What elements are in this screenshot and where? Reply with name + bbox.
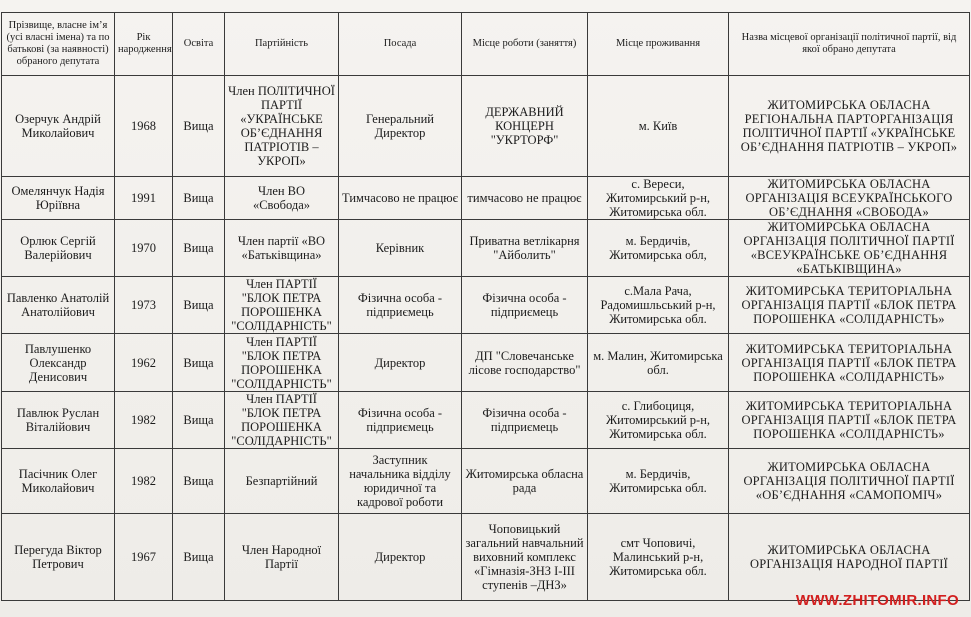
header-position: Посада	[339, 13, 462, 76]
cell-workplace: тимчасово не працює	[462, 177, 588, 220]
cell-party: Член партії «ВО «Батьківщина»	[225, 220, 339, 277]
cell-party: Член ВО «Свобода»	[225, 177, 339, 220]
cell-position: Тимчасово не працює	[339, 177, 462, 220]
cell-education: Вища	[173, 392, 225, 449]
cell-organization: ЖИТОМИРСЬКА ОБЛАСНА ОРГАНІЗАЦІЯ ВСЕУКРАЇНСЬКОГО ОБ’ЄДНАННЯ «СВОБОДА»	[729, 177, 970, 220]
cell-workplace: Приватна ветлікарня "Айболить"	[462, 220, 588, 277]
header-year: Рік народження	[115, 13, 173, 76]
cell-organization: ЖИТОМИРСЬКА ОБЛАСНА ОРГАНІЗАЦІЯ НАРОДНОЇ ПАРТІЇ	[729, 514, 970, 601]
cell-year: 1982	[115, 449, 173, 514]
table-row	[2, 220, 970, 277]
cell-residence: смт Чоповичі, Малинський р-н, Житомирська обл.	[588, 514, 729, 601]
cell-education: Вища	[173, 334, 225, 392]
cell-residence: с. Вереси, Житомирський р-н, Житомирська обл.	[588, 177, 729, 220]
cell-organization: ЖИТОМИРСЬКА ТЕРИТОРІАЛЬНА ОРГАНІЗАЦІЯ ПАРТІЇ «БЛОК ПЕТРА ПОРОШЕНКА «СОЛІДАРНІСТЬ»	[729, 277, 970, 334]
cell-year: 1982	[115, 392, 173, 449]
cell-residence: м. Бердичів, Житомирська обл,	[588, 220, 729, 277]
cell-position: Керівник	[339, 220, 462, 277]
cell-residence: с.Мала Рача, Радомишльський р-н, Житомирська обл.	[588, 277, 729, 334]
cell-name: Омелянчук Надія Юріївна	[2, 177, 115, 220]
table-row	[2, 514, 970, 601]
cell-organization: ЖИТОМИРСЬКА ОБЛАСНА ОРГАНІЗАЦІЯ ПОЛІТИЧНОЇ ПАРТІЇ «ОБ’ЄДНАННЯ «САМОПОМІЧ»	[729, 449, 970, 514]
cell-party: Член ПАРТІЇ "БЛОК ПЕТРА ПОРОШЕНКА "СОЛІДАРНІСТЬ"	[225, 277, 339, 334]
cell-party: Член Народної Партії	[225, 514, 339, 601]
cell-year: 1970	[115, 220, 173, 277]
cell-name: Павленко Анатолій Анатолійович	[2, 277, 115, 334]
cell-year: 1962	[115, 334, 173, 392]
table-header-row	[2, 13, 970, 76]
cell-position: Директор	[339, 334, 462, 392]
table-row	[2, 76, 970, 177]
cell-name: Орлюк Сергій Валерійович	[2, 220, 115, 277]
cell-position: Фізична особа - підприємець	[339, 392, 462, 449]
table-row	[2, 392, 970, 449]
cell-name: Перегуда Віктор Петрович	[2, 514, 115, 601]
cell-organization: ЖИТОМИРСЬКА ОБЛАСНА РЕГІОНАЛЬНА ПАРТОРГАНІЗАЦІЯ ПОЛІТИЧНОЇ ПАРТІЇ «УКРАЇНСЬКЕ ОБ’ЄДНАННЯ ПАТРІОТІВ – УКРОП»	[729, 76, 970, 177]
cell-position: Генеральний Директор	[339, 76, 462, 177]
cell-name: Пасічник Олег Миколайович	[2, 449, 115, 514]
header-residence: Місце проживання	[588, 13, 729, 76]
cell-year: 1968	[115, 76, 173, 177]
table-row	[2, 277, 970, 334]
cell-workplace: Житомирська обласна рада	[462, 449, 588, 514]
cell-education: Вища	[173, 449, 225, 514]
table-row	[2, 334, 970, 392]
header-workplace: Місце роботи (заняття)	[462, 13, 588, 76]
cell-education: Вища	[173, 177, 225, 220]
cell-workplace: Чоповицький загальний навчальний виховний комплекс «Гімназія-ЗНЗ І-ІІІ ступенів –ДНЗ»	[462, 514, 588, 601]
cell-year: 1973	[115, 277, 173, 334]
cell-year: 1967	[115, 514, 173, 601]
cell-party: Член ПАРТІЇ "БЛОК ПЕТРА ПОРОШЕНКА "СОЛІДАРНІСТЬ"	[225, 392, 339, 449]
cell-education: Вища	[173, 514, 225, 601]
cell-residence: м. Бердичів, Житомирська обл.	[588, 449, 729, 514]
header-education: Освіта	[173, 13, 225, 76]
cell-position: Фізична особа - підприємець	[339, 277, 462, 334]
cell-residence: с. Глибоциця, Житомирський р-н, Житомирська обл.	[588, 392, 729, 449]
table-row	[2, 449, 970, 514]
cell-workplace: Фізична особа - підприємець	[462, 392, 588, 449]
cell-workplace: ДП "Словечанське лісове господарство"	[462, 334, 588, 392]
cell-name: Озерчук Андрій Миколайович	[2, 76, 115, 177]
cell-education: Вища	[173, 277, 225, 334]
cell-residence: м. Київ	[588, 76, 729, 177]
cell-name: Павлюк Руслан Віталійович	[2, 392, 115, 449]
header-party: Партійність	[225, 13, 339, 76]
cell-party: Член ПОЛІТИЧНОЇ ПАРТІЇ «УКРАЇНСЬКЕ ОБ’ЄДНАННЯ ПАТРІОТІВ – УКРОП»	[225, 76, 339, 177]
cell-party: Безпартійний	[225, 449, 339, 514]
cell-workplace: Фізична особа - підприємець	[462, 277, 588, 334]
deputies-table	[1, 12, 970, 601]
cell-name: Павлушенко Олександр Денисович	[2, 334, 115, 392]
cell-organization: ЖИТОМИРСЬКА ОБЛАСНА ОРГАНІЗАЦІЯ ПОЛІТИЧНОЇ ПАРТІЇ «ВСЕУКРАЇНСЬКЕ ОБ’ЄДНАННЯ «БАТЬКІВЩИНА»	[729, 220, 970, 277]
cell-workplace: ДЕРЖАВНИЙ КОНЦЕРН "УКРТОРФ"	[462, 76, 588, 177]
cell-education: Вища	[173, 220, 225, 277]
site-watermark: WWW.ZHITOMIR.INFO	[795, 592, 959, 609]
cell-organization: ЖИТОМИРСЬКА ТЕРИТОРІАЛЬНА ОРГАНІЗАЦІЯ ПАРТІЇ «БЛОК ПЕТРА ПОРОШЕНКА «СОЛІДАРНІСТЬ»	[729, 334, 970, 392]
cell-education: Вища	[173, 76, 225, 177]
table-row	[2, 177, 970, 220]
header-organization: Назва місцевої організації політичної партії, від якої обрано депутата	[729, 13, 970, 76]
cell-position: Заступник начальника відділу юридичної та кадрової роботи	[339, 449, 462, 514]
cell-year: 1991	[115, 177, 173, 220]
cell-party: Член ПАРТІЇ "БЛОК ПЕТРА ПОРОШЕНКА "СОЛІДАРНІСТЬ"	[225, 334, 339, 392]
cell-position: Директор	[339, 514, 462, 601]
cell-organization: ЖИТОМИРСЬКА ТЕРИТОРІАЛЬНА ОРГАНІЗАЦІЯ ПАРТІЇ «БЛОК ПЕТРА ПОРОШЕНКА «СОЛІДАРНІСТЬ»	[729, 392, 970, 449]
header-name: Прізвище, власне ім’я (усі власні імена) та по батькові (за наявності) обраного депутата	[2, 13, 115, 76]
cell-residence: м. Малин, Житомирська обл.	[588, 334, 729, 392]
